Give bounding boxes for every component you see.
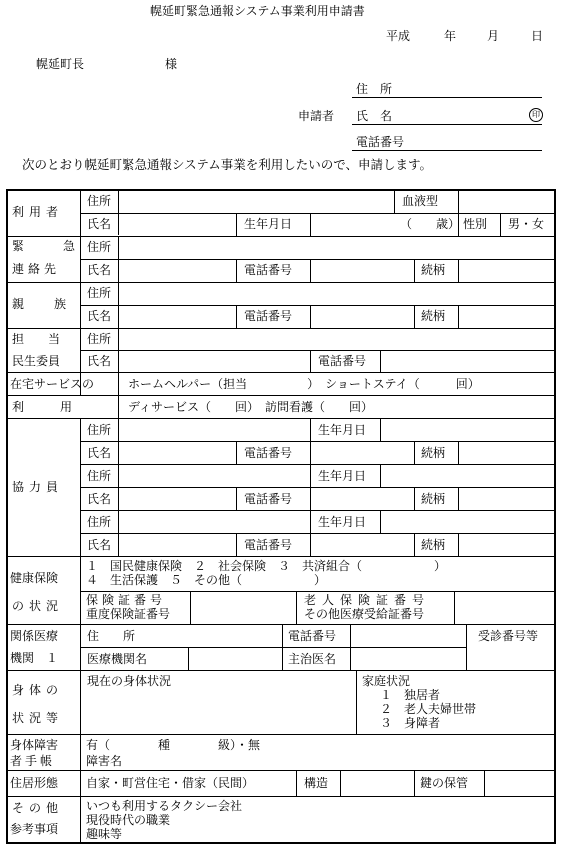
- section-user: 利用者: [12, 205, 64, 219]
- field-phone-label: 電話番号: [244, 309, 293, 323]
- applicant-address-label: 住 所: [356, 82, 393, 96]
- section-body: 身体の: [12, 683, 64, 697]
- disability-grade: 有（ 種 級）・無: [86, 738, 261, 752]
- field-phone-label: 電話番号: [318, 354, 367, 368]
- field-dob-label: 生年月日: [318, 515, 367, 529]
- home-service-line1: ホームヘルパー（担当 ） ショートステイ（ 回）: [128, 377, 480, 391]
- field-dob-label: 生年月日: [318, 423, 367, 437]
- section-other: 参考事項: [10, 822, 59, 836]
- table-border: [554, 189, 556, 844]
- section-body: 状況等: [12, 711, 64, 725]
- section-medical: 関係医療: [10, 629, 59, 643]
- section-emergency: 緊 急: [12, 239, 81, 253]
- section-insurance: 健康保険: [10, 571, 59, 585]
- date-era: 平成: [386, 29, 411, 43]
- housing-key-label: 鍵の保管: [420, 776, 469, 790]
- field-address-label: 住所: [87, 194, 112, 208]
- insurance-cert1b: 重度保険証番号: [86, 607, 171, 621]
- field-address-label: 住所: [87, 286, 112, 300]
- section-home-service: 在宅サービスの: [10, 377, 95, 391]
- other-occupation-label: 現役時代の職業: [86, 813, 171, 827]
- insurance-cert1: 保険証番号: [86, 593, 167, 607]
- medical-address-label: 住 所: [87, 629, 136, 643]
- field-name-label: 氏名: [87, 492, 112, 506]
- medical-consult-label: 受診番号等: [478, 629, 539, 643]
- field-relation-label: 続柄: [421, 263, 446, 277]
- field-address-label: 住所: [87, 332, 112, 346]
- form-title: 幌延町緊急通報システム事業利用申請書: [150, 4, 365, 18]
- seal-mark: 印: [529, 108, 543, 122]
- section-cooperator: 協力員: [12, 480, 64, 494]
- field-relation-label: 続柄: [421, 309, 446, 323]
- insurance-cert2: 老人保険証番号: [304, 593, 431, 607]
- field-phone-label: 電話番号: [244, 492, 293, 506]
- field-name-label: 氏名: [87, 263, 112, 277]
- section-home-service: 利 用: [12, 400, 73, 414]
- table-border: [6, 189, 556, 191]
- section-other: その他: [12, 801, 64, 815]
- section-emergency: 連絡先: [12, 262, 61, 276]
- applicant-label: 申請者: [298, 109, 335, 123]
- body-family-label: 家庭状況: [362, 674, 411, 688]
- date-year: 年: [444, 29, 457, 43]
- field-dob-label: 生年月日: [244, 217, 293, 231]
- statement: 次のとおり幌延町緊急通報システム事業を利用したいので、申請します。: [22, 157, 433, 172]
- field-address-label: 住所: [87, 515, 112, 529]
- field-phone-label: 電話番号: [244, 446, 293, 460]
- medical-institution-label: 医療機関名: [87, 652, 148, 666]
- insurance-line2: ４ 生活保護 ５ その他（ ）: [86, 573, 327, 587]
- body-family-opt1: １ 独居者: [380, 688, 441, 702]
- field-name-label: 氏名: [87, 309, 112, 323]
- field-name-label: 氏名: [87, 446, 112, 460]
- other-hobby-label: 趣味等: [86, 827, 123, 841]
- section-housing: 住居形態: [10, 776, 59, 790]
- medical-phone-label: 電話番号: [288, 629, 337, 643]
- field-age: （ 歳）: [400, 217, 461, 231]
- field-name-label: 氏名: [87, 538, 112, 552]
- section-relatives: 親 族: [12, 297, 76, 311]
- table-border: [6, 189, 8, 844]
- home-service-line2: ディサービス（ 回） 訪問看護（ 回）: [128, 400, 374, 414]
- field-phone-label: 電話番号: [244, 263, 293, 277]
- section-welfare: 担 当: [12, 332, 61, 346]
- field-address-label: 住所: [87, 469, 112, 483]
- honorific: 様: [165, 57, 178, 71]
- medical-doctor-label: 主治医名: [288, 652, 337, 666]
- field-relation-label: 続柄: [421, 446, 446, 460]
- date-day: 日: [531, 29, 544, 43]
- field-relation-label: 続柄: [421, 492, 446, 506]
- housing-type: 自家・町営住宅・借家（民間）: [86, 776, 255, 790]
- field-address-label: 住所: [87, 423, 112, 437]
- body-family-opt2: ２ 老人夫婦世帯: [380, 702, 477, 716]
- body-current-label: 現在の身体状況: [87, 674, 172, 688]
- field-name-label: 氏名: [87, 354, 112, 368]
- housing-structure-label: 構造: [304, 776, 329, 790]
- section-medical: 機関 １: [10, 651, 59, 665]
- insurance-cert2b: その他医療受給証番号: [304, 607, 425, 621]
- field-sex-options: 男・女: [508, 217, 545, 231]
- field-name-label: 氏名: [87, 217, 112, 231]
- body-family-opt3: ３ 身障者: [380, 716, 441, 730]
- addressee: 幌延町長: [36, 57, 85, 71]
- applicant-name-label: 氏 名: [356, 109, 393, 123]
- table-border: [6, 842, 556, 844]
- field-dob-label: 生年月日: [318, 469, 367, 483]
- field-phone-label: 電話番号: [244, 538, 293, 552]
- field-relation-label: 続柄: [421, 538, 446, 552]
- insurance-line1: １ 国民健康保険 ２ 社会保険 ３ 共済組合（ ）: [86, 559, 447, 573]
- date-month: 月: [487, 29, 500, 43]
- other-taxi-label: いつも利用するタクシー会社: [86, 799, 243, 813]
- field-blood-label: 血液型: [402, 194, 439, 208]
- section-disability: 者手帳: [10, 754, 56, 768]
- applicant-phone-label: 電話番号: [356, 135, 405, 149]
- disability-name-label: 障害名: [86, 754, 123, 768]
- section-welfare: 民生委員: [12, 354, 61, 368]
- field-sex-label: 性別: [463, 217, 488, 231]
- section-disability: 身体障害: [10, 738, 59, 752]
- section-insurance: の状況: [12, 599, 64, 613]
- field-address-label: 住所: [87, 240, 112, 254]
